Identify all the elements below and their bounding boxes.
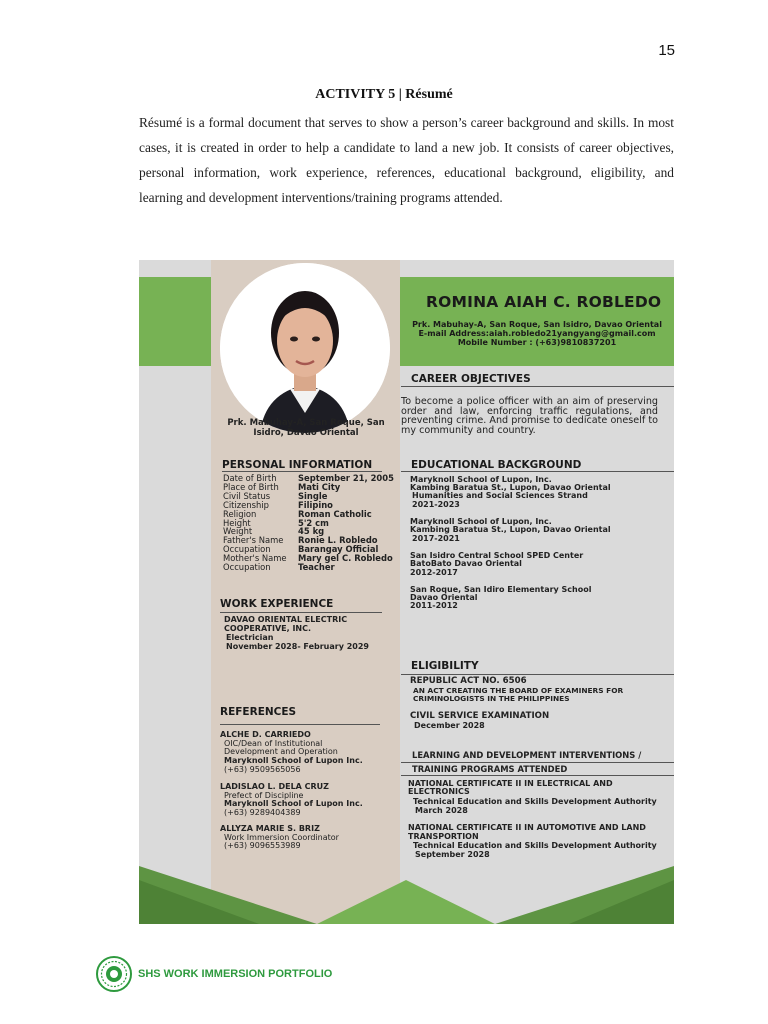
reference-1-line2: Development and Operation: [224, 747, 338, 756]
personal-info-label: Occupation: [223, 544, 271, 555]
learning-2-line2: TRANSPORTION: [408, 832, 479, 841]
career-text: To become a police officer with an aim of preserving order and law, enforcing traffic regulations, and preventing crime. And promise to dedicate oneself to my community and country.: [401, 396, 658, 436]
resume-mobile: Mobile Number : (+63)9810837201: [457, 338, 617, 347]
education-3-line2: BatoBato Davao Oriental: [410, 559, 522, 568]
personal-info-value: Ronie L. Robledo: [298, 535, 378, 546]
education-2-line1: Maryknoll School of Lupon, Inc.: [410, 517, 552, 526]
work-period: November 2028- February 2029: [226, 642, 369, 651]
education-1-line4: 2021-2023: [412, 500, 460, 509]
learning-heading-line2: TRAINING PROGRAMS ATTENDED: [412, 764, 568, 774]
education-2-line2: Kambing Baratua St., Lupon, Davao Oriental: [410, 525, 611, 534]
education-4-line1: San Roque, San Idiro Elementary School: [410, 585, 592, 594]
personal-info-label: Place of Birth: [223, 481, 279, 492]
personal-info-value: Mary gel C. Robledo: [298, 553, 393, 564]
reference-1-line4: (+63) 9509565056: [224, 765, 301, 774]
eligibility-heading: ELIGIBILITY: [411, 660, 479, 672]
reference-2-name: LADISLAO L. DELA CRUZ: [220, 782, 329, 791]
personal-info-label: Occupation: [223, 562, 271, 573]
education-2-line3: 2017-2021: [412, 534, 460, 543]
learning-1-line4: March 2028: [415, 806, 468, 815]
personal-info-value: Filipino: [298, 499, 333, 510]
eligibility-ra-desc2: CRIMINOLOGISTS IN THE PHILIPPINES: [413, 694, 570, 703]
resume-address: Prk. Mabuhay-A, San Roque, San Isidro, Davao Oriental: [412, 320, 662, 329]
career-heading: CAREER OBJECTIVES: [411, 373, 531, 385]
education-3-line3: 2012-2017: [410, 568, 458, 577]
photo-address: Prk. Mabuhay-A, San Roque, San Isidro, Davao Oriental: [227, 418, 385, 438]
learning-2-line4: September 2028: [415, 850, 490, 859]
education-1-line2: Kambing Baratua St., Lupon, Davao Oriental: [410, 483, 611, 492]
reference-2-line1: Prefect of Discipline: [224, 791, 304, 800]
learning-2-line3: Technical Education and Skills Development Authority: [413, 841, 657, 850]
personal-info-value: Teacher: [298, 562, 335, 573]
personal-info-label: Father's Name: [223, 535, 284, 546]
work-company-line2: COOPERATIVE, INC.: [224, 624, 312, 633]
school-seal-icon: [96, 956, 132, 992]
work-company-line1: DAVAO ORIENTAL ELECTRIC: [224, 615, 348, 624]
activity-title: ACTIVITY 5 | Résumé: [315, 87, 453, 102]
page-number: 15: [658, 42, 675, 59]
references-heading: REFERENCES: [220, 706, 297, 718]
personal-info-value: Roman Catholic: [298, 508, 372, 519]
eligibility-ra: REPUBLIC ACT NO. 6506: [410, 676, 527, 686]
reference-2-line2: Maryknoll School of Lupon Inc.: [224, 799, 363, 808]
personal-info-label: Date of Birth: [223, 473, 277, 483]
personal-info-value: 5'2 cm: [298, 517, 329, 528]
learning-1-line3: Technical Education and Skills Development Authority: [413, 797, 657, 806]
reference-3-name: ALLYZA MARIE S. BRIZ: [220, 824, 320, 833]
learning-1-line2: ELECTRONICS: [408, 787, 470, 796]
personal-info-label: Religion: [223, 508, 257, 519]
education-3-line1: San Isidro Central School SPED Center: [410, 551, 584, 560]
work-position: Electrician: [226, 633, 274, 642]
learning-heading-line1: LEARNING AND DEVELOPMENT INTERVENTIONS /: [412, 750, 642, 760]
reference-1-name: ALCHE D. CARRIEDO: [220, 730, 311, 739]
eligibility-ra-desc1: AN ACT CREATING THE BOARD OF EXAMINERS FOR: [413, 686, 624, 695]
reference-3-line1: Work Immersion Coordinator: [224, 833, 339, 842]
footer-title: SHS WORK IMMERSION PORTFOLIO: [138, 968, 333, 980]
resume-name: ROMINA AIAH C. ROBLEDO: [426, 293, 662, 311]
education-1-line3: Humanities and Social Sciences Strand: [412, 491, 588, 500]
learning-1-line1: NATIONAL CERTIFICATE II IN ELECTRICAL AND: [408, 779, 613, 788]
education-heading: EDUCATIONAL BACKGROUND: [411, 459, 582, 471]
reference-1-line3: Maryknoll School of Lupon Inc.: [224, 756, 363, 765]
education-4-line2: Davao Oriental: [410, 593, 478, 602]
reference-3-line2: (+63) 9096553989: [224, 841, 301, 850]
resume-email: E-mail Address:aiah.robledo21yangyang@gmail.com: [418, 329, 656, 338]
resume-image: [139, 260, 674, 924]
bottom-decoration: [139, 260, 674, 924]
personal-heading: PERSONAL INFORMATION: [222, 459, 373, 471]
work-heading: WORK EXPERIENCE: [220, 598, 334, 610]
education-4-line3: 2011-2012: [410, 601, 458, 610]
personal-info-value: Barangay Official: [298, 544, 379, 555]
personal-info-value: Single: [298, 490, 328, 501]
learning-2-line1: NATIONAL CERTIFICATE II IN AUTOMOTIVE AND LAND: [408, 823, 646, 832]
personal-info-label: Weight: [223, 526, 253, 537]
personal-info-label: Height: [223, 517, 251, 528]
education-1-line1: Maryknoll School of Lupon, Inc.: [410, 475, 552, 484]
personal-info-value: 45 kg: [298, 526, 325, 537]
intro-paragraph: Résumé is a formal document that serves to show a person’s career background and skills. In most cases, it is created in order to help a candidate to land a new job. It consists of career objectives, personal information, work experience, references, educational background, eligibility, and learning and development interventions/training programs attended.: [139, 115, 674, 205]
reference-2-line3: (+63) 9289404389: [224, 808, 301, 817]
personal-info-label: Citizenship: [223, 499, 269, 510]
personal-info-label: Civil Status: [223, 490, 271, 501]
personal-info-value: Mati City: [298, 481, 341, 492]
personal-info-label: Mother's Name: [223, 553, 287, 564]
eligibility-cse-date: December 2028: [414, 721, 485, 730]
eligibility-cse: CIVIL SERVICE EXAMINATION: [410, 711, 550, 721]
reference-1-line1: OIC/Dean of Institutional: [224, 739, 323, 748]
personal-info-value: September 21, 2005: [298, 473, 394, 483]
